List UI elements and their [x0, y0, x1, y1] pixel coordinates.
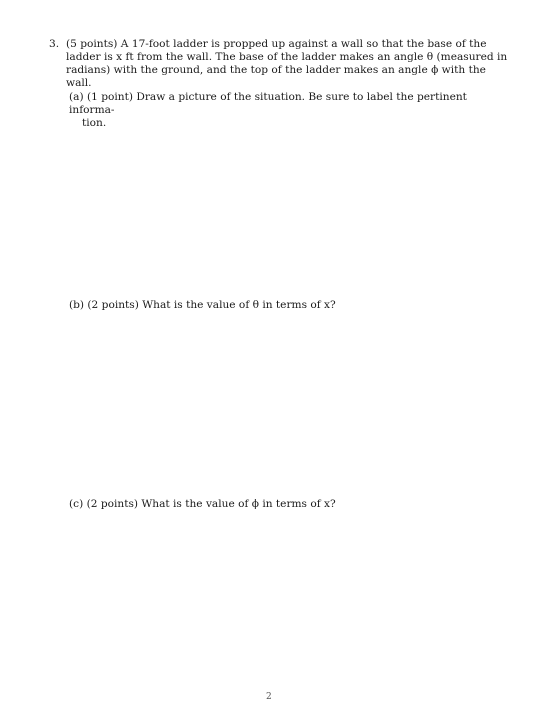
part-a: [69, 91, 507, 130]
problem-statement: (5 points) A 17-foot ladder is propped up against a wall so that the base of the ladder is x ft from the wall. The base of the ladder makes an angle θ (measured in radians) with the ground, and the top of the ladder makes an angle ϕ with the wall.: [66, 38, 508, 89]
part-b-text: (2 points) What is the value of θ in terms of x?: [87, 299, 336, 311]
part-a-text-line1: (1 point) Draw a picture of the situation. Be sure to label the pertinent informa-: [69, 91, 467, 116]
part-a-text-line2: tion.: [82, 117, 107, 129]
problem-3: [49, 38, 511, 90]
part-b: [69, 299, 507, 312]
part-c-text: (2 points) What is the value of ϕ in terms of x?: [86, 498, 336, 510]
part-c: [69, 498, 507, 511]
problem-number: 3.: [49, 38, 60, 50]
part-b-label: (b): [69, 299, 88, 311]
part-c-label: (c): [69, 498, 87, 510]
page-number: 2: [266, 692, 272, 702]
part-a-label: (a): [69, 91, 87, 103]
